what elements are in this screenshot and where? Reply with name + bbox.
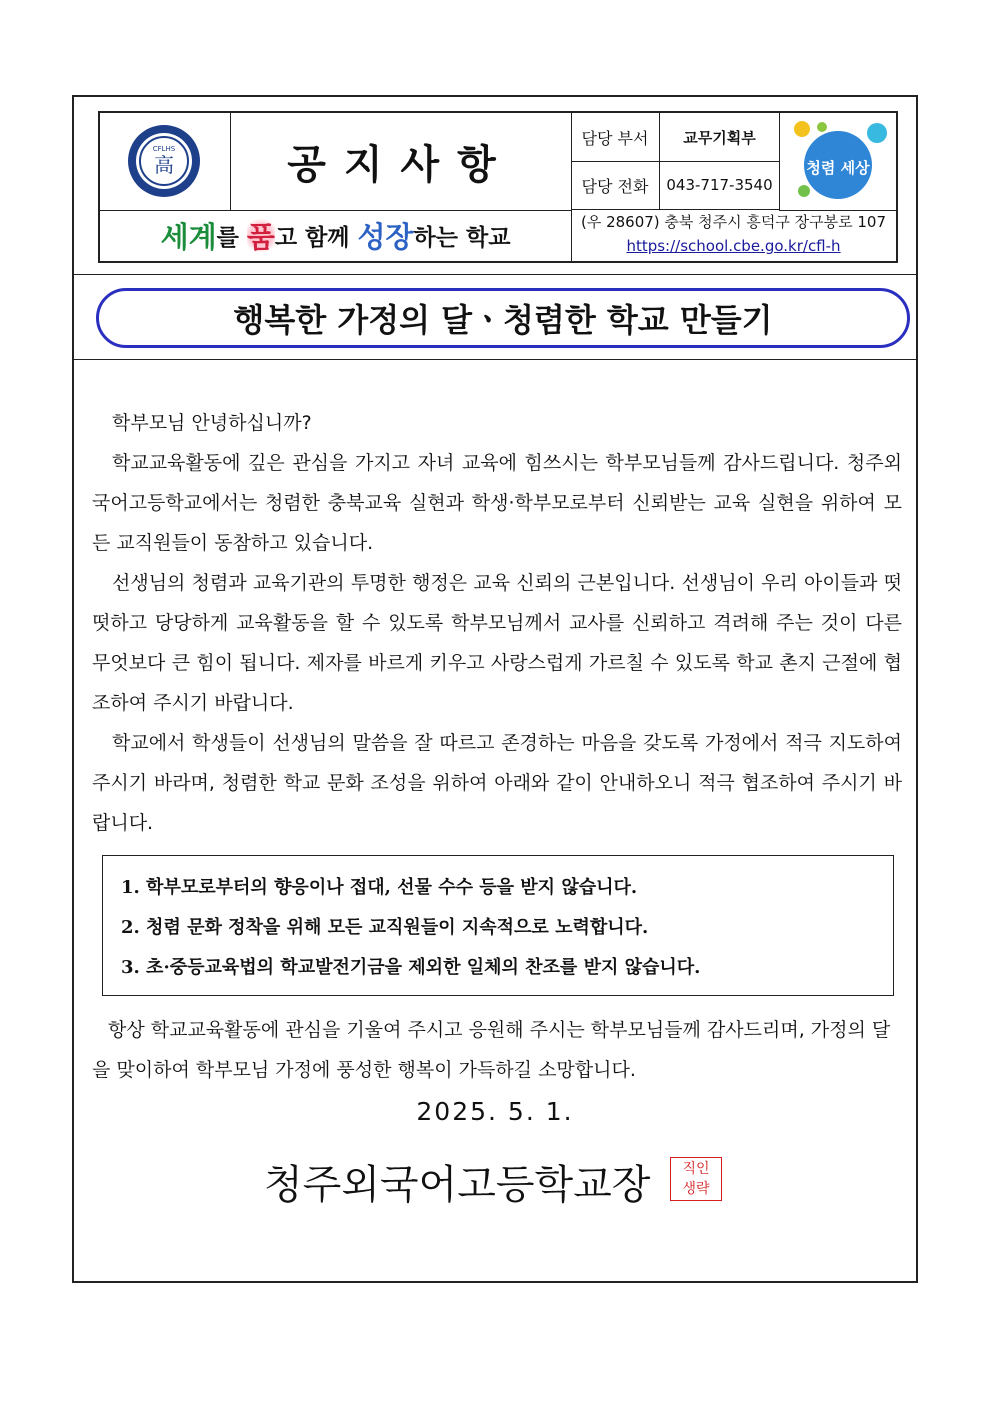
logo-text: CFLHS <box>152 145 176 153</box>
slogan-part-2: 를 <box>216 225 247 251</box>
slogan-part-4: 고 함께 <box>274 225 358 251</box>
contact-info <box>571 113 779 210</box>
integrity-rules-box <box>102 855 894 996</box>
phone-row <box>571 161 779 210</box>
closing-paragraph: 항상 학교교육활동에 관심을 기울여 주시고 응원해 주시는 학부모님들께 감사드리며, 가정의 달을 맞이하여 학부모님 가정에 풍성한 행복이 가득하길 소망합니다. <box>92 1019 891 1081</box>
school-emblem-icon <box>100 113 230 210</box>
phone-label: 담당 전화 <box>571 161 660 209</box>
logo-char: 高 <box>154 153 174 177</box>
brand-text: 청렴 세상 <box>806 159 870 177</box>
body-paragraph-2: 선생님의 청렴과 교육기관의 투명한 행정은 교육 신뢰의 근본입니다. 선생님이 우리 아이들과 떳떳하고 당당하게 교육활동을 할 수 있도록 학부모님께서 교사를 신뢰하고 격려해 주는 것이 다른 무엇보다 큰 힘이 됩니다. 제자를 바르게 키우고 사랑스럽게 가르칠 수 있도록 학교 촌지 근절에 협조하여 주시기 바랍니다. <box>92 572 902 714</box>
slogan-part-world: 세계 <box>160 220 217 254</box>
school-website-link[interactable]: https://school.cbe.go.kr/cfl-h <box>626 237 841 255</box>
body-paragraph-3: 학교에서 학생들이 선생님의 말씀을 잘 따르고 존경하는 마음을 갖도록 가정에서 적극 지도하여 주시기 바라며, 청렴한 학교 문화 조성을 위하여 아래와 같이 안내하오니 적극 협조하여 주시기 바랍니다. <box>92 732 902 834</box>
dept-value: 교무기획부 <box>683 128 756 147</box>
principal-signature: 청주외국어고등학교장 <box>264 1162 651 1208</box>
dept-label: 담당 부서 <box>571 113 660 161</box>
slogan-part-embrace: 품 <box>247 215 275 256</box>
school-address: (우 28607) 충북 청주시 흥덕구 장구봉로 107 <box>580 213 887 231</box>
divider <box>74 274 916 275</box>
address-cell <box>571 210 896 261</box>
notice-title: 공지사항 <box>287 142 514 188</box>
notice-date: 2025. 5. 1. <box>416 1097 574 1126</box>
school-logo-cell <box>100 113 231 211</box>
closing-remarks <box>92 1010 902 1090</box>
notice-subject: 행복한 가정의 달ㆍ청렴한 학교 만들기 <box>233 301 773 339</box>
school-slogan <box>100 210 572 261</box>
slogan-part-6: 하는 학교 <box>413 225 511 251</box>
notice-frame <box>72 95 918 1283</box>
seal-line-1: 직인 <box>682 1161 710 1177</box>
integrity-brand-cell <box>779 113 897 211</box>
integrity-world-logo <box>780 113 897 210</box>
greeting: 학부모님 안녕하십니까? <box>112 412 312 434</box>
body-paragraph-1: 학교교육활동에 깊은 관심을 가지고 자녀 교육에 힘쓰시는 학부모님들께 감사드립니다. 청주외국어고등학교에서는 청렴한 충북교육 실현과 학생·학부모로부터 신뢰받는 교육 실현을 위하여 모든 교직원들이 동참하고 있습니다. <box>92 452 902 554</box>
letter-body <box>92 403 902 843</box>
rule-item: 1. 학부모로부터의 향응이나 접대, 선물 수수 등을 받지 않습니다. <box>121 877 638 898</box>
dept-row <box>571 113 779 162</box>
slogan-part-growth: 성장 <box>357 220 414 254</box>
divider <box>74 359 916 360</box>
official-seal-omitted <box>670 1157 722 1201</box>
title-cell <box>230 113 572 211</box>
rule-item: 3. 초·중등교육법의 학교발전기금을 제외한 일체의 찬조를 받지 않습니다. <box>121 957 701 978</box>
header-table <box>98 111 898 263</box>
phone-value: 043-717-3540 <box>666 176 773 194</box>
seal-line-2: 생략 <box>682 1181 710 1197</box>
rule-item: 2. 청렴 문화 정착을 위해 모든 교직원들이 지속적으로 노력합니다. <box>121 917 649 938</box>
notice-subject-banner <box>96 288 910 348</box>
